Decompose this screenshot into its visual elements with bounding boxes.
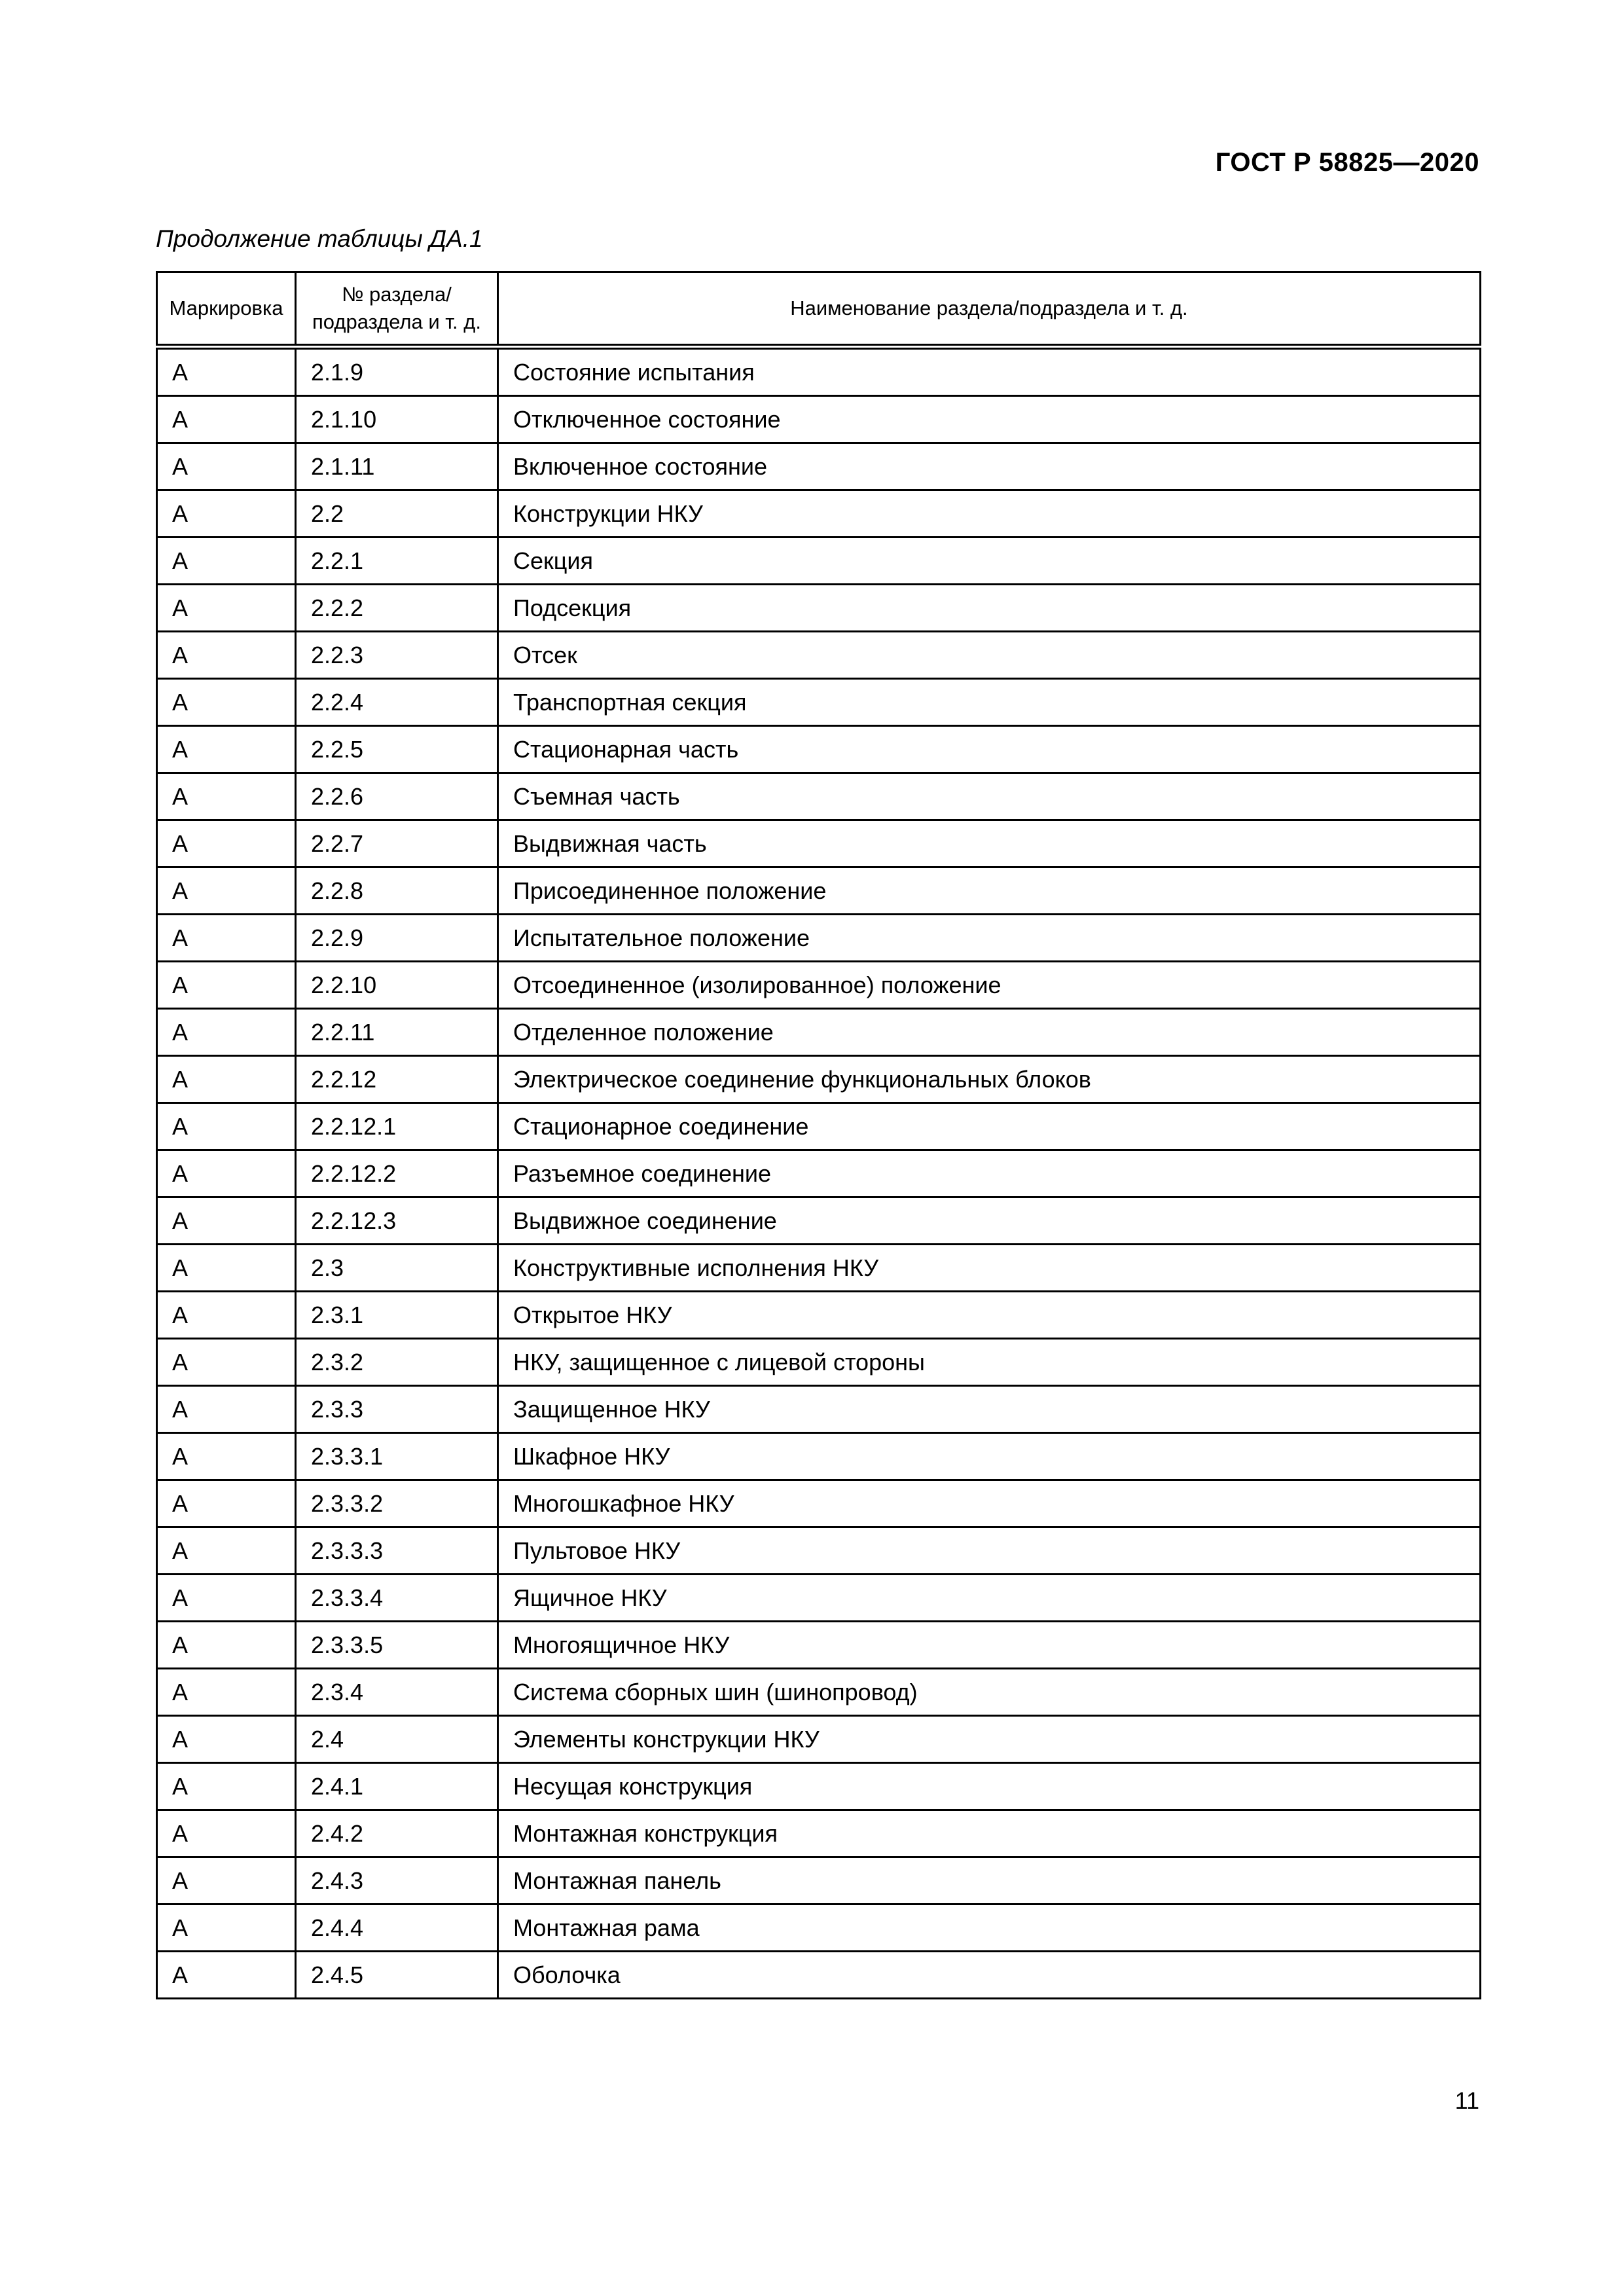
table-header	[157, 272, 1481, 347]
section-number-cell: 2.2.12.2	[296, 1150, 498, 1197]
section-number-cell: 2.2.12.3	[296, 1197, 498, 1245]
section-number-cell: 2.2.6	[296, 773, 498, 820]
section-number-cell: 2.3.3.1	[296, 1433, 498, 1480]
table-row	[157, 538, 1481, 585]
marking-cell: A	[157, 1904, 296, 1952]
table-row	[157, 1669, 1481, 1716]
marking-cell: A	[157, 347, 296, 396]
table-caption: Продолжение таблицы ДА.1	[156, 225, 483, 252]
marking-cell: A	[157, 1103, 296, 1150]
table-row	[157, 490, 1481, 538]
section-name-cell: Отсоединенное (изолированное) положение	[498, 962, 1481, 1009]
section-name-cell: Отключенное состояние	[498, 396, 1481, 443]
marking-cell: A	[157, 1197, 296, 1245]
table-row	[157, 1622, 1481, 1669]
section-name-cell: Испытательное положение	[498, 915, 1481, 962]
column-header-section-name: Наименование раздела/подраздела и т. д.	[498, 272, 1481, 347]
table-row	[157, 1386, 1481, 1433]
marking-cell: A	[157, 585, 296, 632]
table-row	[157, 1009, 1481, 1056]
section-name-cell: Открытое НКУ	[498, 1292, 1481, 1339]
table-row	[157, 1527, 1481, 1575]
table-row	[157, 1056, 1481, 1103]
table-row	[157, 1245, 1481, 1292]
marking-cell: A	[157, 1292, 296, 1339]
table-row	[157, 1904, 1481, 1952]
table-row	[157, 962, 1481, 1009]
section-name-cell: Монтажная конструкция	[498, 1810, 1481, 1857]
column-header-section-number: № раздела/ подраздела и т. д.	[296, 272, 498, 347]
marking-cell: A	[157, 1669, 296, 1716]
marking-cell: A	[157, 1480, 296, 1527]
section-name-cell: Система сборных шин (шинопровод)	[498, 1669, 1481, 1716]
marking-cell: A	[157, 632, 296, 679]
section-number-cell: 2.3.3.5	[296, 1622, 498, 1669]
marking-cell: A	[157, 1150, 296, 1197]
table-row	[157, 1952, 1481, 1999]
marking-cell: A	[157, 820, 296, 867]
section-number-cell: 2.2.2	[296, 585, 498, 632]
page-number: 11	[1454, 2087, 1479, 2114]
table-row	[157, 726, 1481, 773]
section-name-cell: Монтажная рама	[498, 1904, 1481, 1952]
section-name-cell: Подсекция	[498, 585, 1481, 632]
table-row	[157, 1433, 1481, 1480]
section-name-cell: Выдвижное соединение	[498, 1197, 1481, 1245]
section-number-cell: 2.2.9	[296, 915, 498, 962]
marking-cell: A	[157, 1386, 296, 1433]
section-number-cell: 2.2.3	[296, 632, 498, 679]
table-row	[157, 1292, 1481, 1339]
section-number-cell: 2.2	[296, 490, 498, 538]
table-row	[157, 396, 1481, 443]
table-row	[157, 867, 1481, 915]
table-row	[157, 347, 1481, 396]
table-row	[157, 1339, 1481, 1386]
table-row	[157, 915, 1481, 962]
section-name-cell: Конструкции НКУ	[498, 490, 1481, 538]
document-code: ГОСТ Р 58825—2020	[1215, 148, 1479, 177]
section-number-cell: 2.3.3	[296, 1386, 498, 1433]
marking-cell: A	[157, 1716, 296, 1763]
section-name-cell: Секция	[498, 538, 1481, 585]
table-row	[157, 679, 1481, 726]
marking-cell: A	[157, 1009, 296, 1056]
table-row	[157, 1763, 1481, 1810]
column-header-marking: Маркировка	[157, 272, 296, 347]
section-number-cell: 2.3.4	[296, 1669, 498, 1716]
section-number-cell: 2.3.3.2	[296, 1480, 498, 1527]
marking-cell: A	[157, 1575, 296, 1622]
section-number-cell: 2.2.1	[296, 538, 498, 585]
section-name-cell: Многоящичное НКУ	[498, 1622, 1481, 1669]
marking-cell: A	[157, 1245, 296, 1292]
marking-cell: A	[157, 773, 296, 820]
marking-cell: A	[157, 1339, 296, 1386]
section-number-cell: 2.2.8	[296, 867, 498, 915]
table-row	[157, 1480, 1481, 1527]
marking-cell: A	[157, 1056, 296, 1103]
section-number-cell: 2.3.3.4	[296, 1575, 498, 1622]
section-number-cell: 2.2.12.1	[296, 1103, 498, 1150]
section-name-cell: Защищенное НКУ	[498, 1386, 1481, 1433]
table-row	[157, 1716, 1481, 1763]
marking-cell: A	[157, 538, 296, 585]
header-row	[157, 272, 1481, 347]
marking-cell: A	[157, 1527, 296, 1575]
section-name-cell: Монтажная панель	[498, 1857, 1481, 1904]
table-row	[157, 1103, 1481, 1150]
section-number-cell: 2.4.1	[296, 1763, 498, 1810]
marking-cell: A	[157, 962, 296, 1009]
table-row	[157, 632, 1481, 679]
section-name-cell: Включенное состояние	[498, 443, 1481, 490]
section-number-cell: 2.2.7	[296, 820, 498, 867]
marking-cell: A	[157, 726, 296, 773]
sections-table	[156, 271, 1481, 1999]
section-number-cell: 2.1.9	[296, 347, 498, 396]
marking-cell: A	[157, 1433, 296, 1480]
marking-cell: A	[157, 867, 296, 915]
section-name-cell: Стационарное соединение	[498, 1103, 1481, 1150]
section-name-cell: Отсек	[498, 632, 1481, 679]
section-name-cell: Транспортная секция	[498, 679, 1481, 726]
marking-cell: A	[157, 915, 296, 962]
table-row	[157, 1197, 1481, 1245]
section-number-cell: 2.1.11	[296, 443, 498, 490]
section-name-cell: Конструктивные исполнения НКУ	[498, 1245, 1481, 1292]
table-row	[157, 1575, 1481, 1622]
section-number-cell: 2.3.2	[296, 1339, 498, 1386]
section-number-cell: 2.4.4	[296, 1904, 498, 1952]
table-row	[157, 1150, 1481, 1197]
section-number-cell: 2.4	[296, 1716, 498, 1763]
section-number-cell: 2.1.10	[296, 396, 498, 443]
section-number-cell: 2.2.11	[296, 1009, 498, 1056]
section-name-cell: Многошкафное НКУ	[498, 1480, 1481, 1527]
section-name-cell: Оболочка	[498, 1952, 1481, 1999]
section-name-cell: Присоединенное положение	[498, 867, 1481, 915]
section-name-cell: Ящичное НКУ	[498, 1575, 1481, 1622]
marking-cell: A	[157, 1763, 296, 1810]
section-name-cell: Разъемное соединение	[498, 1150, 1481, 1197]
marking-cell: A	[157, 679, 296, 726]
marking-cell: A	[157, 1622, 296, 1669]
section-number-cell: 2.2.12	[296, 1056, 498, 1103]
table-row	[157, 773, 1481, 820]
section-name-cell: Стационарная часть	[498, 726, 1481, 773]
section-name-cell: Состояние испытания	[498, 347, 1481, 396]
section-number-cell: 2.3.3.3	[296, 1527, 498, 1575]
section-name-cell: Отделенное положение	[498, 1009, 1481, 1056]
section-name-cell: Выдвижная часть	[498, 820, 1481, 867]
section-name-cell: Несущая конструкция	[498, 1763, 1481, 1810]
section-number-cell: 2.3.1	[296, 1292, 498, 1339]
section-name-cell: Элементы конструкции НКУ	[498, 1716, 1481, 1763]
table-row	[157, 1810, 1481, 1857]
table-row	[157, 1857, 1481, 1904]
table-body	[157, 347, 1481, 1999]
marking-cell: A	[157, 1857, 296, 1904]
marking-cell: A	[157, 1810, 296, 1857]
table-row	[157, 820, 1481, 867]
section-name-cell: НКУ, защищенное с лицевой стороны	[498, 1339, 1481, 1386]
marking-cell: A	[157, 490, 296, 538]
section-number-cell: 2.4.3	[296, 1857, 498, 1904]
section-number-cell: 2.4.5	[296, 1952, 498, 1999]
section-number-cell: 2.2.5	[296, 726, 498, 773]
section-name-cell: Съемная часть	[498, 773, 1481, 820]
table-row	[157, 443, 1481, 490]
section-number-cell: 2.3	[296, 1245, 498, 1292]
section-number-cell: 2.4.2	[296, 1810, 498, 1857]
section-number-cell: 2.2.4	[296, 679, 498, 726]
marking-cell: A	[157, 443, 296, 490]
table-row	[157, 585, 1481, 632]
section-name-cell: Шкафное НКУ	[498, 1433, 1481, 1480]
marking-cell: A	[157, 396, 296, 443]
marking-cell: A	[157, 1952, 296, 1999]
section-name-cell: Электрическое соединение функциональных блоков	[498, 1056, 1481, 1103]
section-number-cell: 2.2.10	[296, 962, 498, 1009]
section-name-cell: Пультовое НКУ	[498, 1527, 1481, 1575]
